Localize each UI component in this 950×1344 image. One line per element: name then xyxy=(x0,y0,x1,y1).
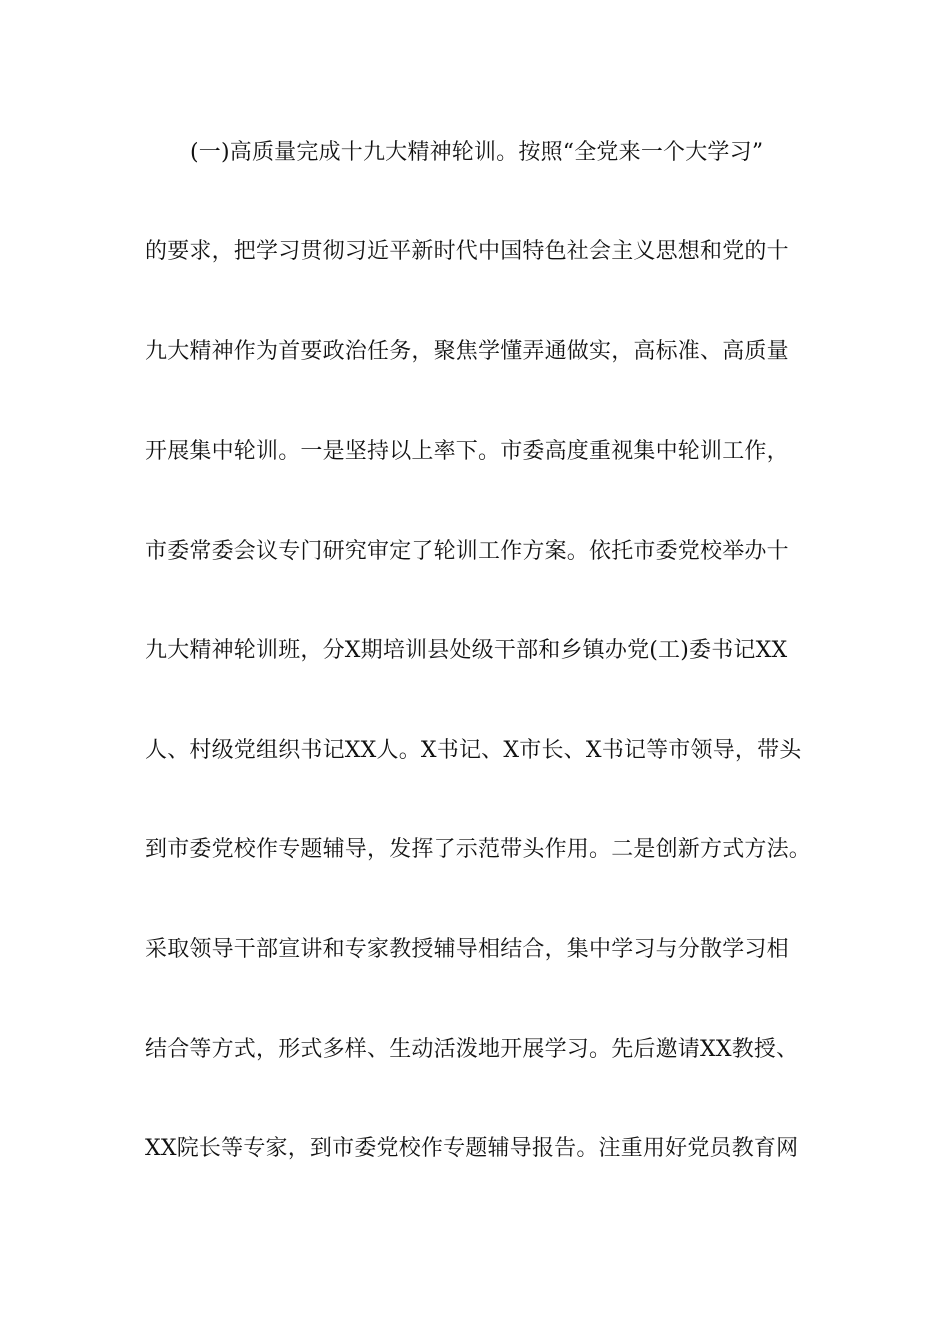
paragraph-line: 九大精神轮训班，分X期培训县处级干部和乡镇办党(工)委书记XX xyxy=(145,638,788,663)
paragraph-line: 开展集中轮训。一是坚持以上率下。市委高度重视集中轮训工作， xyxy=(145,439,789,464)
paragraph-line: 九大精神作为首要政治任务，聚焦学懂弄通做实，高标准、高质量 xyxy=(145,339,789,364)
paragraph-line: 的要求，把学习贯彻习近平新时代中国特色社会主义思想和党的十 xyxy=(145,239,789,264)
paragraph-line: 人、村级党组织书记XX人。X书记、X市长、X书记等市领导，带头 xyxy=(145,738,802,763)
paragraph-line: 市委常委会议专门研究审定了轮训工作方案。依托市委党校举办十 xyxy=(145,539,789,564)
paragraph-line: 结合等方式，形式多样、生动活泼地开展学习。先后邀请XX教授、 xyxy=(145,1037,799,1062)
paragraph-line: XX院长等专家，到市委党校作专题辅导报告。注重用好党员教育网 xyxy=(145,1136,799,1161)
paragraph-line: 到市委党校作专题辅导，发挥了示范带头作用。二是创新方式方法。 xyxy=(145,837,812,862)
paragraph-line: (一)高质量完成十九大精神轮训。按照“全党来一个大学习” xyxy=(190,140,764,165)
paragraph-line: 采取领导干部宣讲和专家教授辅导相结合，集中学习与分散学习相 xyxy=(145,937,789,962)
